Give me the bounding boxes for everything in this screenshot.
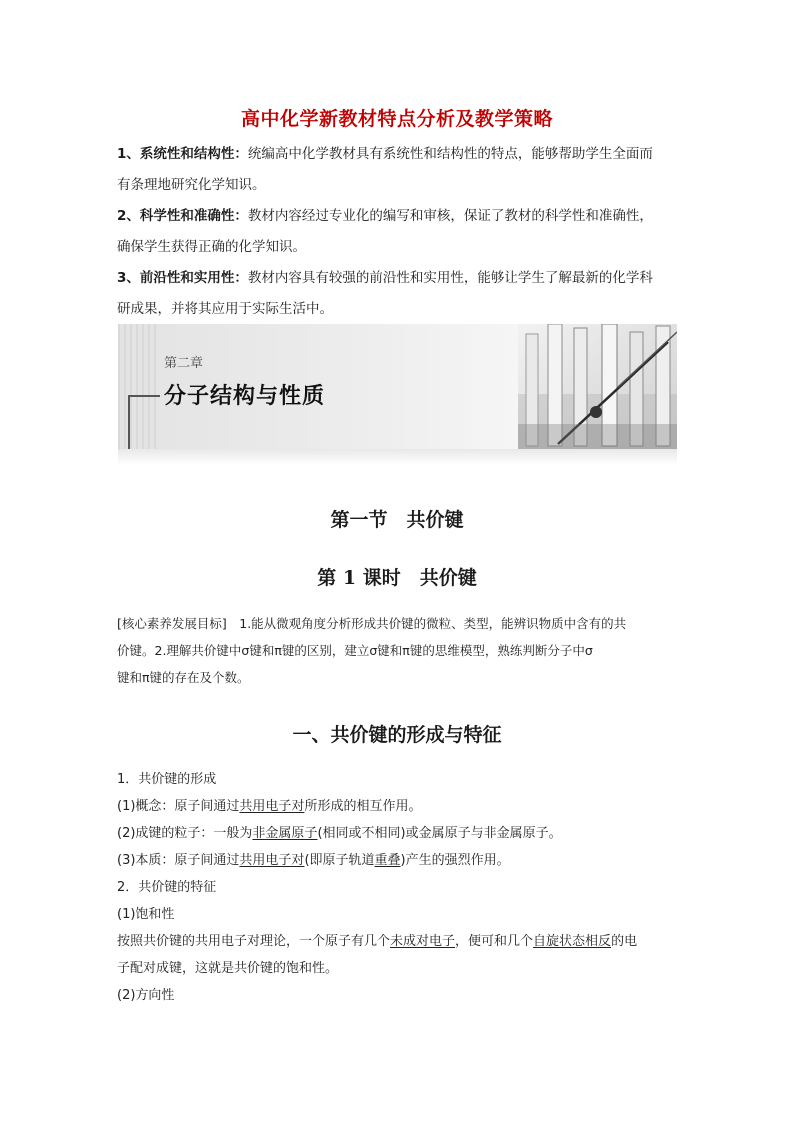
goal-line: [核心素养发展目标] 1.能从微观角度分析形成共价键的微粒、类型，能辨识物质中含有的共 <box>117 616 627 631</box>
feature-text-cont: 确保学生获得正确的化学知识。 <box>117 239 306 255</box>
text-run: ，便可和几个 <box>455 934 534 949</box>
lab-glassware-photo <box>518 324 677 449</box>
subheading: 2．共价键的特征 <box>117 880 217 895</box>
paragraph-saturation-cont: 子配对成键，这就是共价键的饱和性。 <box>117 961 339 976</box>
subheading-saturation: (1)饱和性 <box>117 907 175 922</box>
text-run: )产生的强烈作用。 <box>400 853 510 868</box>
underlined-term: 重叠 <box>374 853 401 868</box>
subheading-direction: (2)方向性 <box>117 988 175 1003</box>
underlined-term: 自旋状态相反 <box>533 934 612 949</box>
feature-item-2 <box>117 201 679 263</box>
text-run: (1)概念：原子间通过 <box>117 799 240 814</box>
goal-line: 价键。2.理解共价键中σ键和π键的区别，建立σ键和π键的思维模型，熟练判断分子中σ <box>117 643 593 658</box>
underlined-term: 共用电子对 <box>239 799 305 814</box>
lesson-title: 第 1 课时 共价键 <box>317 567 477 589</box>
feature-text: 教材内容具有较强的前沿性和实用性，能够让学生了解最新的化学科 <box>247 270 653 286</box>
feature-heading: 1、系统性和结构性： <box>117 146 248 162</box>
feature-text-cont: 研成果，并将其应用于实际生活中。 <box>117 301 333 317</box>
text-run: 按照共价键的共用电子对理论，一个原子有几个 <box>117 934 391 949</box>
feature-text-cont: 有条理地研究化学知识。 <box>117 177 266 193</box>
feature-text: 统编高中化学教材具有系统性和结构性的特点，能够帮助学生全面而 <box>247 146 653 162</box>
paragraph-particles <box>117 820 679 847</box>
feature-item-1 <box>117 139 679 201</box>
text-run: (即原子轨道 <box>304 853 375 868</box>
section-title: 第一节 共价键 <box>330 509 464 531</box>
feature-text: 教材内容经过专业化的编写和审核，保证了教材的科学性和准确性， <box>247 208 653 224</box>
document-title: 高中化学新教材特点分析及教学策略 <box>240 108 553 130</box>
chapter-title: 分子结构与性质 <box>164 384 326 409</box>
text-run: (相同或不相同)或金属原子与非金属原子。 <box>317 826 562 841</box>
goal-line: 键和π键的存在及个数。 <box>117 670 250 685</box>
text-run: 所形成的相互作用。 <box>304 799 422 814</box>
text-run: (3)本质：原子间通过 <box>117 853 240 868</box>
text-run: 的电 <box>611 934 638 949</box>
underlined-term: 共用电子对 <box>239 853 305 868</box>
feature-heading: 2、科学性和准确性： <box>117 208 248 224</box>
underlined-term: 非金属原子 <box>252 826 318 841</box>
paragraph-saturation <box>117 928 679 955</box>
feature-item-3 <box>117 263 679 325</box>
paragraph-concept <box>117 793 679 820</box>
banner-bracket <box>128 395 160 449</box>
subheading: 1．共价键的形成 <box>117 772 217 787</box>
part-title: 一、共价键的形成与特征 <box>292 724 502 746</box>
text-run: (2)成键的粒子：一般为 <box>117 826 253 841</box>
feature-heading: 3、前沿性和实用性： <box>117 270 248 286</box>
underlined-term: 未成对电子 <box>390 934 456 949</box>
banner-shadow <box>118 449 677 465</box>
chapter-banner <box>118 324 677 449</box>
paragraph-essence <box>117 847 679 874</box>
core-goals <box>117 610 679 691</box>
chapter-number: 第二章 <box>164 356 204 371</box>
